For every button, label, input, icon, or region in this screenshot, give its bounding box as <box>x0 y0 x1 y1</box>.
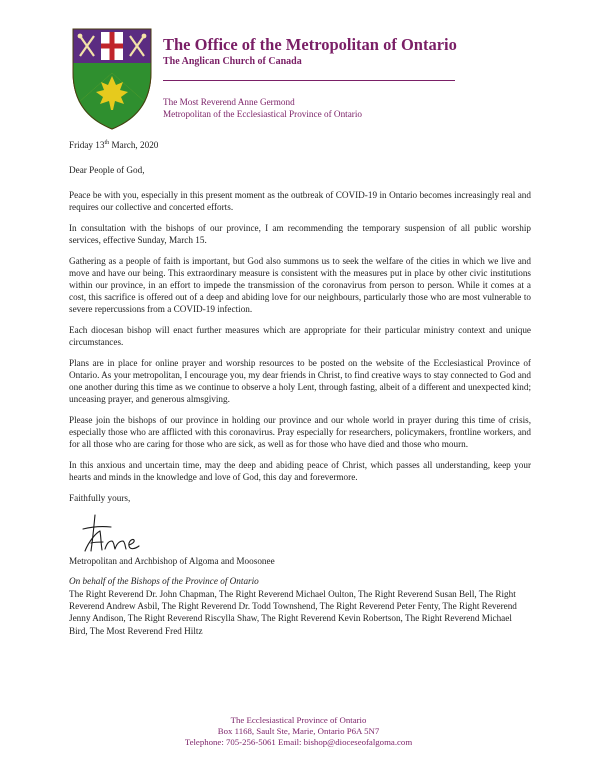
paragraph-5: Plans are in place for online prayer and worship resources to be posted on the website of the Ecclesiastical Province of Ontario. As your metropolitan, I encourage you, my dear friends in Christ, to find creative ways to stay connected to God and one another during this time as we continue to observe a holy Lent, through fasting, albeit of a different and unexpected kind; unceasing prayer, and generous almsgiving. <box>69 357 531 405</box>
paragraph-4: Each diocesan bishop will enact further measures which are appropriate for their particular ministry context and unique circumstances. <box>69 324 531 348</box>
office-holder <box>163 96 543 120</box>
signature-area <box>69 511 531 555</box>
handwritten-signature <box>69 511 179 555</box>
paragraph-1: Peace be with you, especially in this present moment as the outbreak of COVID-19 in Ontario becomes increasingly real and requires our collective and concerted efforts. <box>69 189 531 212</box>
paragraph-7: In this anxious and uncertain time, may the deep and abiding peace of Christ, which passes all understanding, keep your hearts and minds in the knowledge and love of God, this day and forevermore. <box>69 460 531 483</box>
footer-contact: Telephone: 705-256-5061 Email: bishop@dioceseofalgoma.com <box>184 737 413 748</box>
footer-address: Box 1168, Sault Ste, Marie, Ontario P6A 5N7 <box>217 726 380 737</box>
on-behalf-line: On behalf of the Bishops of the Province of Ontario <box>69 576 259 587</box>
signer-title: Metropolitan and Archbishop of Algoma and Moosonee <box>69 556 275 567</box>
footer <box>0 715 597 749</box>
salutation: Dear People of God, <box>69 164 145 175</box>
office-holder-role: Metropolitan of the Ecclesiastical Province of Ontario <box>163 109 362 119</box>
closing: Faithfully yours, <box>69 493 131 504</box>
coat-of-arms-icon <box>72 28 152 130</box>
paragraph-6: Please join the bishops of our province in holding our province and our whole world in prayer during this time of crisis, especially those who are afflicted with this coronavirus. Pray especially for researchers, policymakers, frontline workers, and for all those who are caring for those who are sick, as well as for those who have died and those who mourn. <box>69 415 531 450</box>
letterhead-divider <box>163 80 455 81</box>
letter-body <box>69 137 531 637</box>
paragraph-2: In consultation with the bishops of our province, I am recommending the temporary suspension of all public worship services, effective Sunday, March 15. <box>69 222 531 245</box>
bishops-list: The Right Reverend Dr. John Chapman, The Right Reverend Michael Oulton, The Right Reverend Susan Bell, The Right Reverend Andrew Asbil, The Right Reverend Dr. Todd Townshend, The Right Reverend Peter Fenty, The Right Reverend Jenny Andison, The Right Reverend Riscylla Shaw, The Right Reverend Kevin Robertson, The Right Reverend Michael Bird, The Most Reverend Fred Hiltz <box>69 589 517 636</box>
letter-date: Friday 13th March, 2020 <box>69 140 159 151</box>
letterhead <box>72 28 542 130</box>
footer-org: The Ecclesiastical Province of Ontario <box>230 715 367 725</box>
paragraph-3: Gathering as a people of faith is important, but God also summons us to seek the welfare of the cities in which we live and move and have our being. This extraordinary measure is consistent with the measures put in place by other civic institutions within our province, in an effort to impede the transmission of the coronavirus from person to person. While it comes at a cost, this sacrifice is offered out of a deep and abiding love for our neighbours, particularly those who are most vulnerable to severe repercussions from a COVID-19 infection. <box>69 255 531 315</box>
office-holder-name: The Most Reverend Anne Germond <box>163 97 295 107</box>
organization-title: The Office of the Metropolitan of Ontario <box>163 35 457 54</box>
organization-subtitle: The Anglican Church of Canada <box>163 56 302 67</box>
organization-block <box>163 36 543 120</box>
